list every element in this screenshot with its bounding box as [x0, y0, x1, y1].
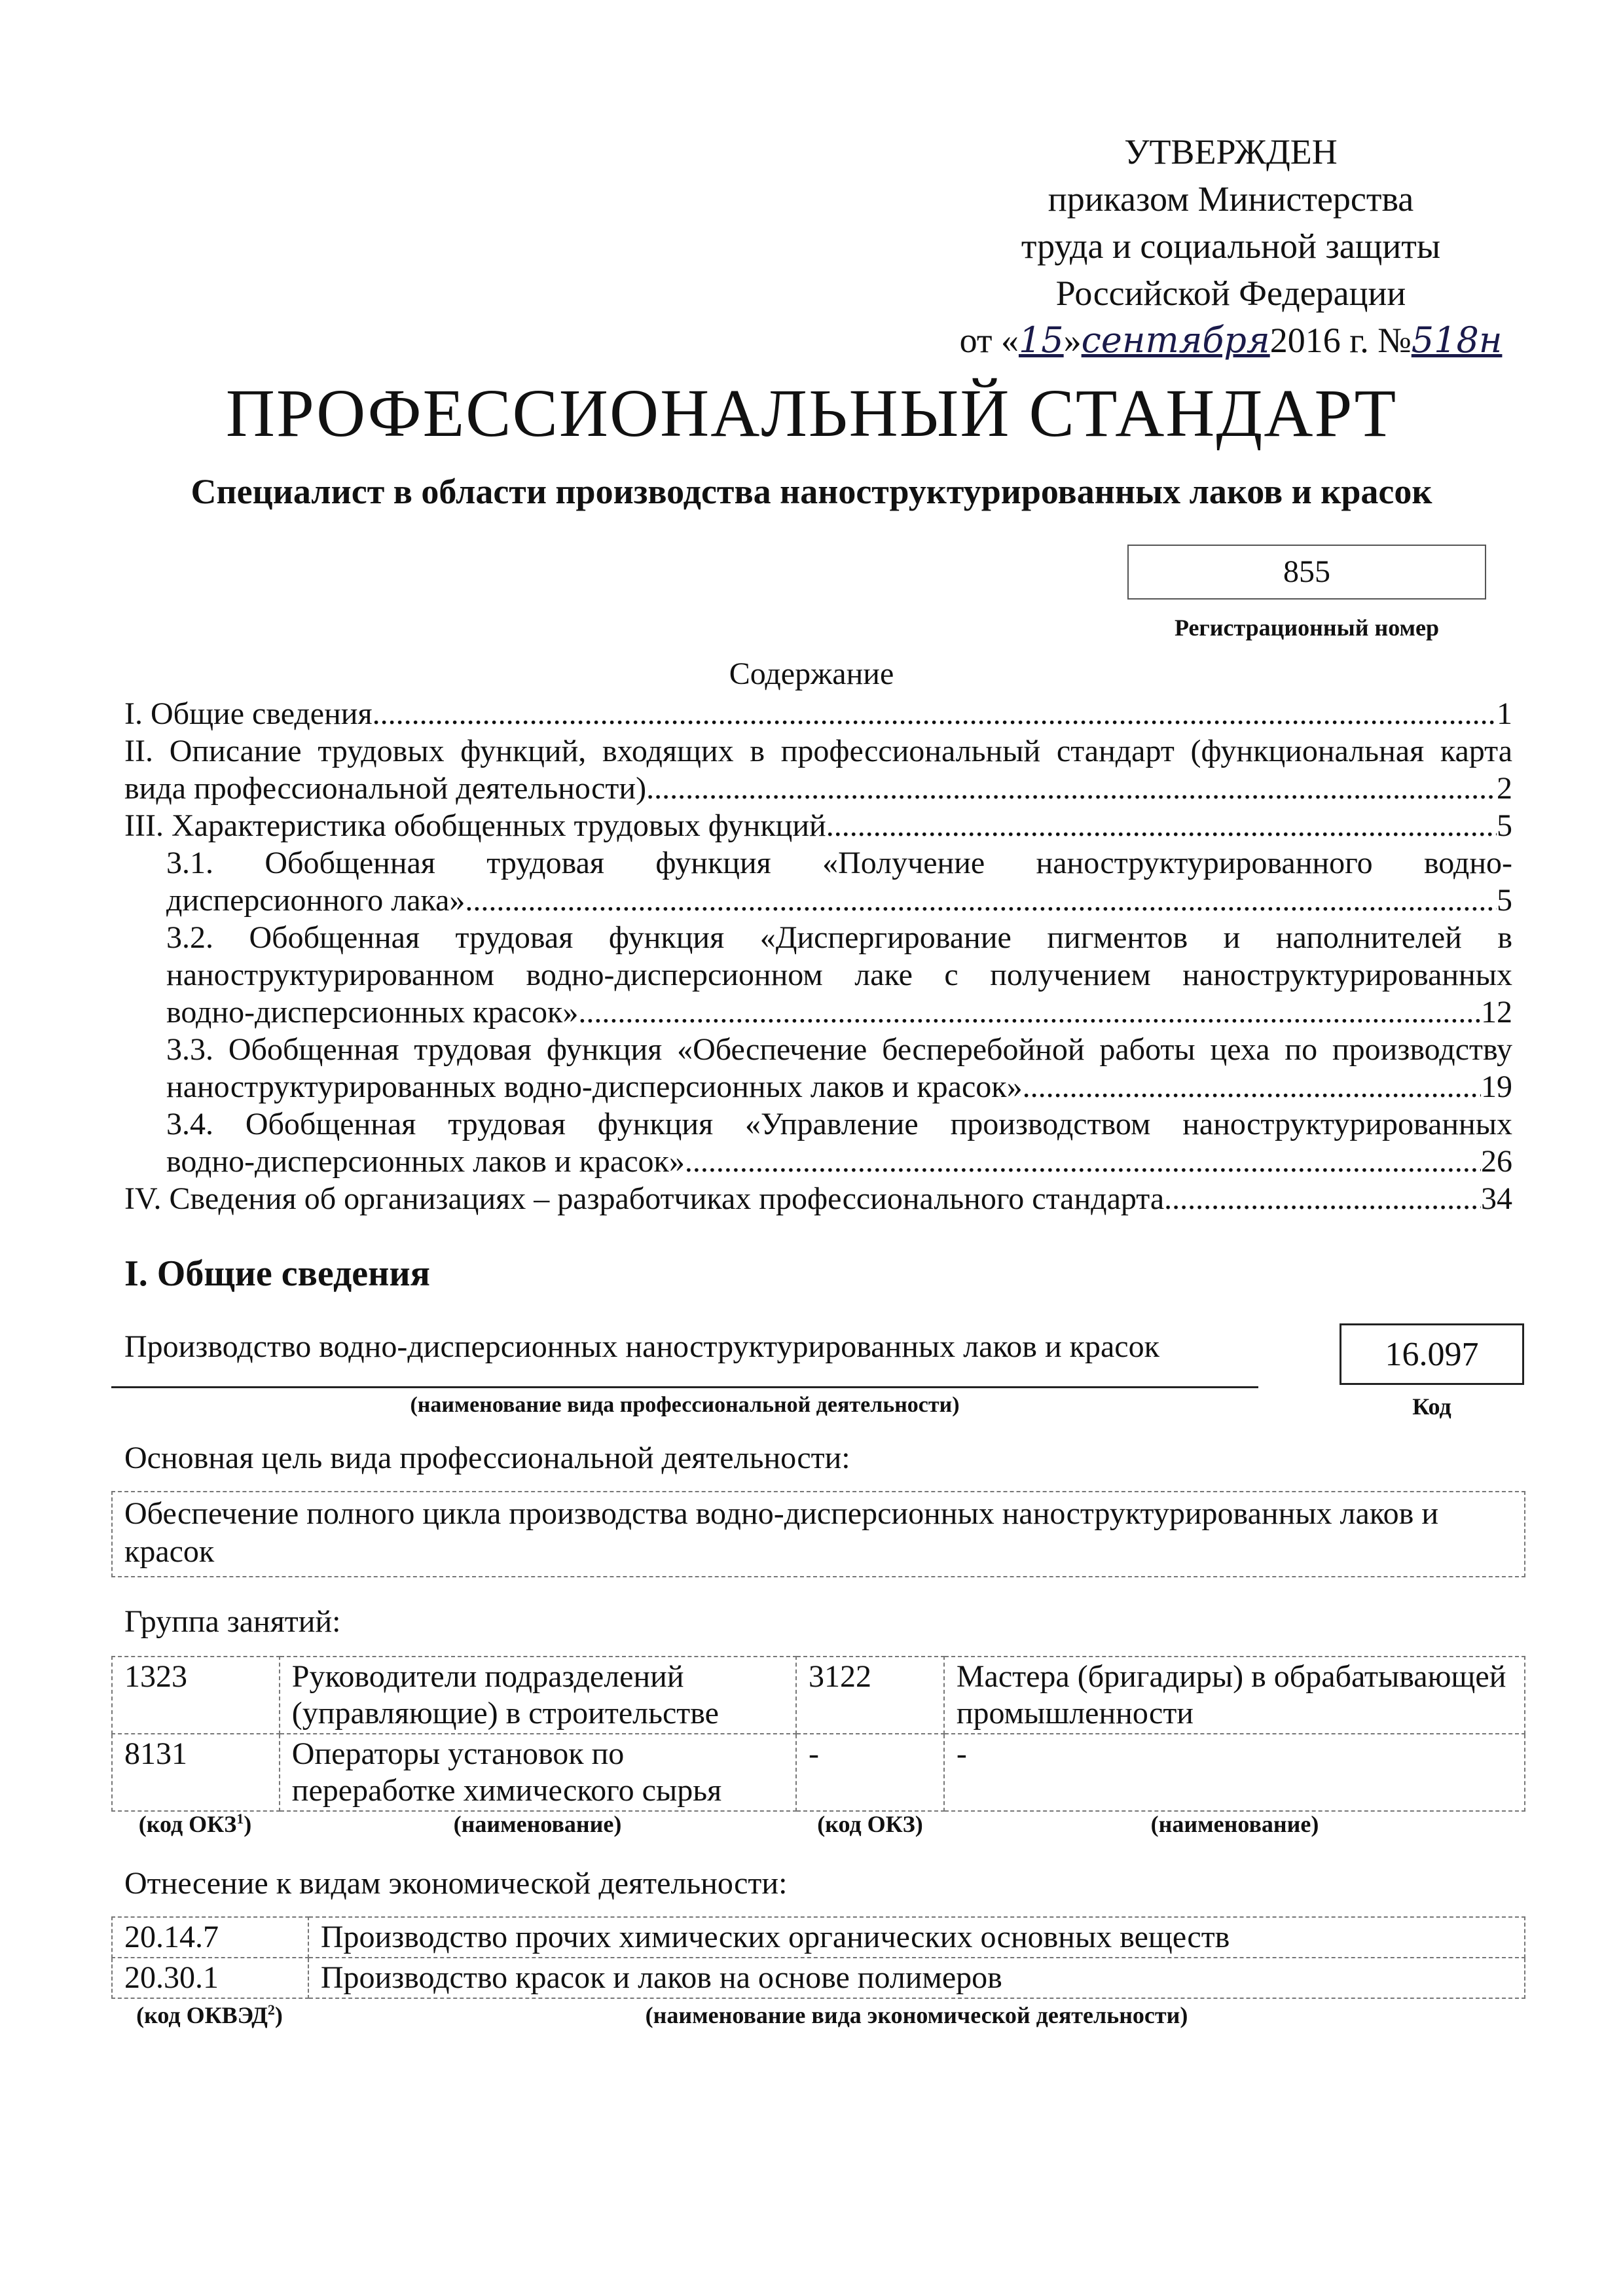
table-row — [112, 1917, 1525, 1958]
toc-item[interactable]: IV. Сведения об организациях – разработчиках профессионального стандарта ..... 34 — [124, 1180, 1512, 1217]
toc-heading: Содержание — [729, 656, 894, 691]
toc-page: 5 — [1497, 808, 1512, 843]
registration-number-caption: Регистрационный номер — [1174, 615, 1440, 641]
toc-page: 26 — [1481, 1144, 1512, 1179]
approval-line: приказом Министерства — [1048, 179, 1414, 219]
table-cell: 1323 — [112, 1657, 280, 1734]
table-cell: 20.30.1 — [112, 1958, 308, 1998]
approval-line: Российской Федерации — [1055, 274, 1406, 313]
approval-title: УТВЕРЖДЕН — [1124, 132, 1338, 171]
table-row — [112, 1734, 1525, 1811]
column-caption: (наименование) — [453, 1811, 622, 1837]
table-cell: Мастера (бригадиры) в обрабатывающей промышленности — [944, 1657, 1525, 1734]
activity-underline — [111, 1386, 1258, 1388]
table-cell: 20.14.7 — [112, 1917, 308, 1958]
table-cell: 8131 — [112, 1734, 280, 1811]
table-cell: - — [944, 1734, 1525, 1811]
document-subtitle: Специалист в области производства наноструктурированных лаков и красок — [191, 472, 1432, 511]
approval-number: 518н — [1411, 319, 1503, 361]
table-cell: Производство прочих химических органических основных веществ — [308, 1917, 1525, 1958]
econ-label: Отнесение к видам экономической деятельности: — [124, 1866, 788, 1901]
toc-item[interactable]: 3.4. Обобщенная трудовая функция «Управление производством наноструктурированных водно-дисперсионных лаков и красок» ..... 26 — [124, 1105, 1512, 1180]
toc-item[interactable]: 3.1. Обобщенная трудовая функция «Получение наноструктурированного водно- дисперсионного лака» ..... 5 — [124, 844, 1512, 919]
activity-name: Производство водно-дисперсионных наноструктурированных лаков и красок — [124, 1329, 1159, 1364]
toc-item[interactable]: 3.3. Обобщенная трудовая функция «Обеспечение бесперебойной работы цеха по производству наноструктурированных водно-дисперсионных лаков и красок» ..... 19 — [124, 1031, 1512, 1105]
approval-day: 15 — [1018, 319, 1064, 361]
goal-box: Обеспечение полного цикла производства водно-дисперсионных наноструктурированных лаков и красок — [111, 1491, 1525, 1577]
group-label: Группа занятий: — [124, 1604, 341, 1639]
section-heading: I. Общие сведения — [124, 1253, 430, 1294]
approval-line: труда и социальной защиты — [1021, 226, 1441, 266]
toc-page: 1 — [1497, 696, 1512, 731]
activity-caption: (наименование вида профессиональной деятельности) — [410, 1393, 960, 1417]
table-of-contents — [124, 695, 1512, 1217]
toc-page: 5 — [1497, 883, 1512, 918]
table-row — [112, 1958, 1525, 1998]
activity-code-caption: Код — [1412, 1393, 1451, 1420]
column-caption: (код ОКВЭД$^2$) — [136, 2001, 283, 2028]
goal-label: Основная цель вида профессиональной деятельности: — [124, 1441, 850, 1475]
document-title: ПРОФЕССИОНАЛЬНЫЙ СТАНДАРТ — [225, 376, 1398, 451]
approval-date: от «15»сентября2016 г. №518н — [959, 319, 1503, 361]
toc-item[interactable]: 3.2. Обобщенная трудовая функция «Диспергирование пигментов и наполнителей в наноструктурированном водно-дисперсионном лаке с получением наноструктурированных водно-дисперсионных красок» ..... 12 — [124, 919, 1512, 1031]
toc-item[interactable]: III. Характеристика обобщенных трудовых функций ..... 5 — [124, 807, 1512, 844]
table-cell: Операторы установок по переработке химического сырья — [280, 1734, 796, 1811]
table-cell: 3122 — [796, 1657, 944, 1734]
toc-page: 34 — [1481, 1181, 1512, 1216]
occupation-group-table — [111, 1656, 1525, 1812]
table-cell: - — [796, 1734, 944, 1811]
column-caption: (код ОКЗ) — [817, 1811, 923, 1837]
table-row — [112, 1657, 1525, 1734]
table-cell: Руководители подразделений (управляющие) в строительстве — [280, 1657, 796, 1734]
toc-page: 19 — [1481, 1069, 1512, 1104]
economic-activity-table — [111, 1916, 1525, 1999]
registration-number-box: 855 — [1127, 545, 1486, 600]
activity-code-box: 16.097 — [1340, 1323, 1524, 1385]
toc-item[interactable]: II. Описание трудовых функций, входящих в профессиональный стандарт (функциональная карта вида профессиональной деятельности) ..... 2 — [124, 732, 1512, 807]
table-cell: Производство красок и лаков на основе полимеров — [308, 1958, 1525, 1998]
column-caption: (код ОКЗ$^1$) — [138, 1810, 252, 1837]
column-caption: (наименование) — [1150, 1811, 1319, 1837]
approval-month: сентября — [1081, 319, 1270, 361]
toc-page: 12 — [1481, 995, 1512, 1030]
toc-item[interactable]: I. Общие сведения ..... 1 — [124, 695, 1512, 732]
approval-block — [943, 128, 1519, 364]
column-caption: (наименование вида экономической деятельности) — [645, 2002, 1188, 2028]
toc-page: 2 — [1497, 771, 1512, 806]
